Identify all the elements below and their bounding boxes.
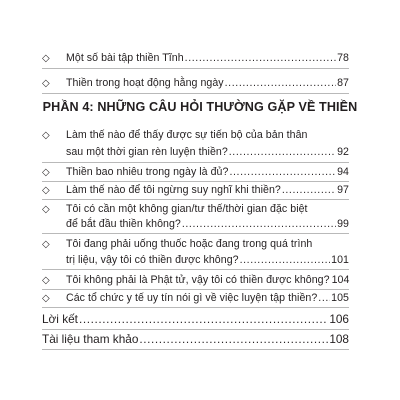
toc-entry-page: 87: [337, 77, 349, 89]
toc-entry-page: 99: [337, 218, 349, 230]
divider: [42, 307, 349, 308]
toc-entry-page: 94: [337, 166, 349, 178]
dot-leader: [229, 166, 336, 179]
diamond-bullet-icon: ◇: [42, 185, 50, 196]
toc-entry-references[interactable]: [42, 332, 349, 346]
toc-entry-title: Thiền bao nhiêu trong ngày là đủ?: [66, 166, 229, 178]
divider: [42, 289, 349, 290]
toc-entry-title-line1: Tôi có cần một không gian/tư thế/thời gian đặc biệt: [66, 203, 308, 215]
toc-entry-title: Các tổ chức y tế uy tín nói gì về việc luyện tập thiền?: [66, 292, 318, 304]
toc-entry-title: Thiền trong hoạt động hằng ngày: [66, 77, 224, 89]
divider: [42, 181, 349, 182]
dot-leader: [229, 146, 336, 159]
diamond-bullet-icon: ◇: [42, 167, 50, 178]
dot-leader: [225, 77, 336, 90]
divider: [42, 93, 349, 94]
dot-leader: [282, 184, 336, 197]
toc-entry-title: Tôi không phải là Phật tử, vậy tôi có thiền được không?: [66, 274, 330, 286]
diamond-bullet-icon: ◇: [42, 204, 50, 215]
toc-entry-page: 97: [337, 184, 349, 196]
divider: [42, 162, 349, 163]
divider: [42, 233, 349, 234]
divider: [42, 199, 349, 200]
dot-leader: [318, 292, 330, 305]
diamond-bullet-icon: ◇: [42, 53, 50, 64]
toc-entry-title-line1: Làm thế nào để thấy được sự tiến bộ của bản thân: [66, 129, 308, 141]
toc-entry-page: 104: [331, 274, 350, 286]
dot-leader: [185, 52, 336, 65]
diamond-bullet-icon: ◇: [42, 239, 50, 250]
toc-entry-closing[interactable]: [42, 312, 349, 326]
diamond-bullet-icon: ◇: [42, 275, 50, 286]
dot-leader: [139, 332, 328, 346]
toc-entry-title: Một số bài tập thiền Tĩnh: [66, 52, 184, 64]
toc-entry-page: 108: [329, 332, 349, 346]
divider: [42, 269, 349, 270]
dot-leader: [182, 218, 336, 231]
toc-entry-page: 92: [337, 146, 349, 158]
divider: [42, 349, 349, 350]
toc-entry-title-line2: để bắt đầu thiền không?: [66, 218, 181, 230]
diamond-bullet-icon: ◇: [42, 78, 50, 89]
toc-entry-page: 105: [331, 292, 349, 304]
toc-entry-title-line2: sau một thời gian rèn luyện thiền?: [66, 146, 228, 158]
diamond-bullet-icon: ◇: [42, 293, 50, 304]
divider: [42, 329, 349, 330]
toc-entry-page: 106: [329, 312, 349, 326]
toc-entry-title-line2: trị liệu, vậy tôi có thiền được không?: [66, 254, 239, 266]
section-heading: PHẦN 4: NHỮNG CÂU HỎI THƯỜNG GẶP VỀ THIỀN: [42, 100, 358, 114]
toc-entry-title: Tài liệu tham khảo: [42, 332, 139, 346]
toc-entry-title-line1: Tôi đang phải uống thuốc hoặc đang trong quá trình: [66, 238, 313, 250]
diamond-bullet-icon: ◇: [42, 130, 50, 141]
dot-leader: [240, 254, 331, 267]
toc-entry-page: 78: [337, 52, 349, 64]
toc-entry-title: Lời kết: [42, 312, 78, 326]
dot-leader: [79, 312, 328, 326]
toc-entry-page: 101: [331, 254, 349, 266]
divider: [42, 68, 349, 69]
toc-entry-title: Làm thế nào để tôi ngừng suy nghĩ khi thiền?: [66, 184, 281, 196]
